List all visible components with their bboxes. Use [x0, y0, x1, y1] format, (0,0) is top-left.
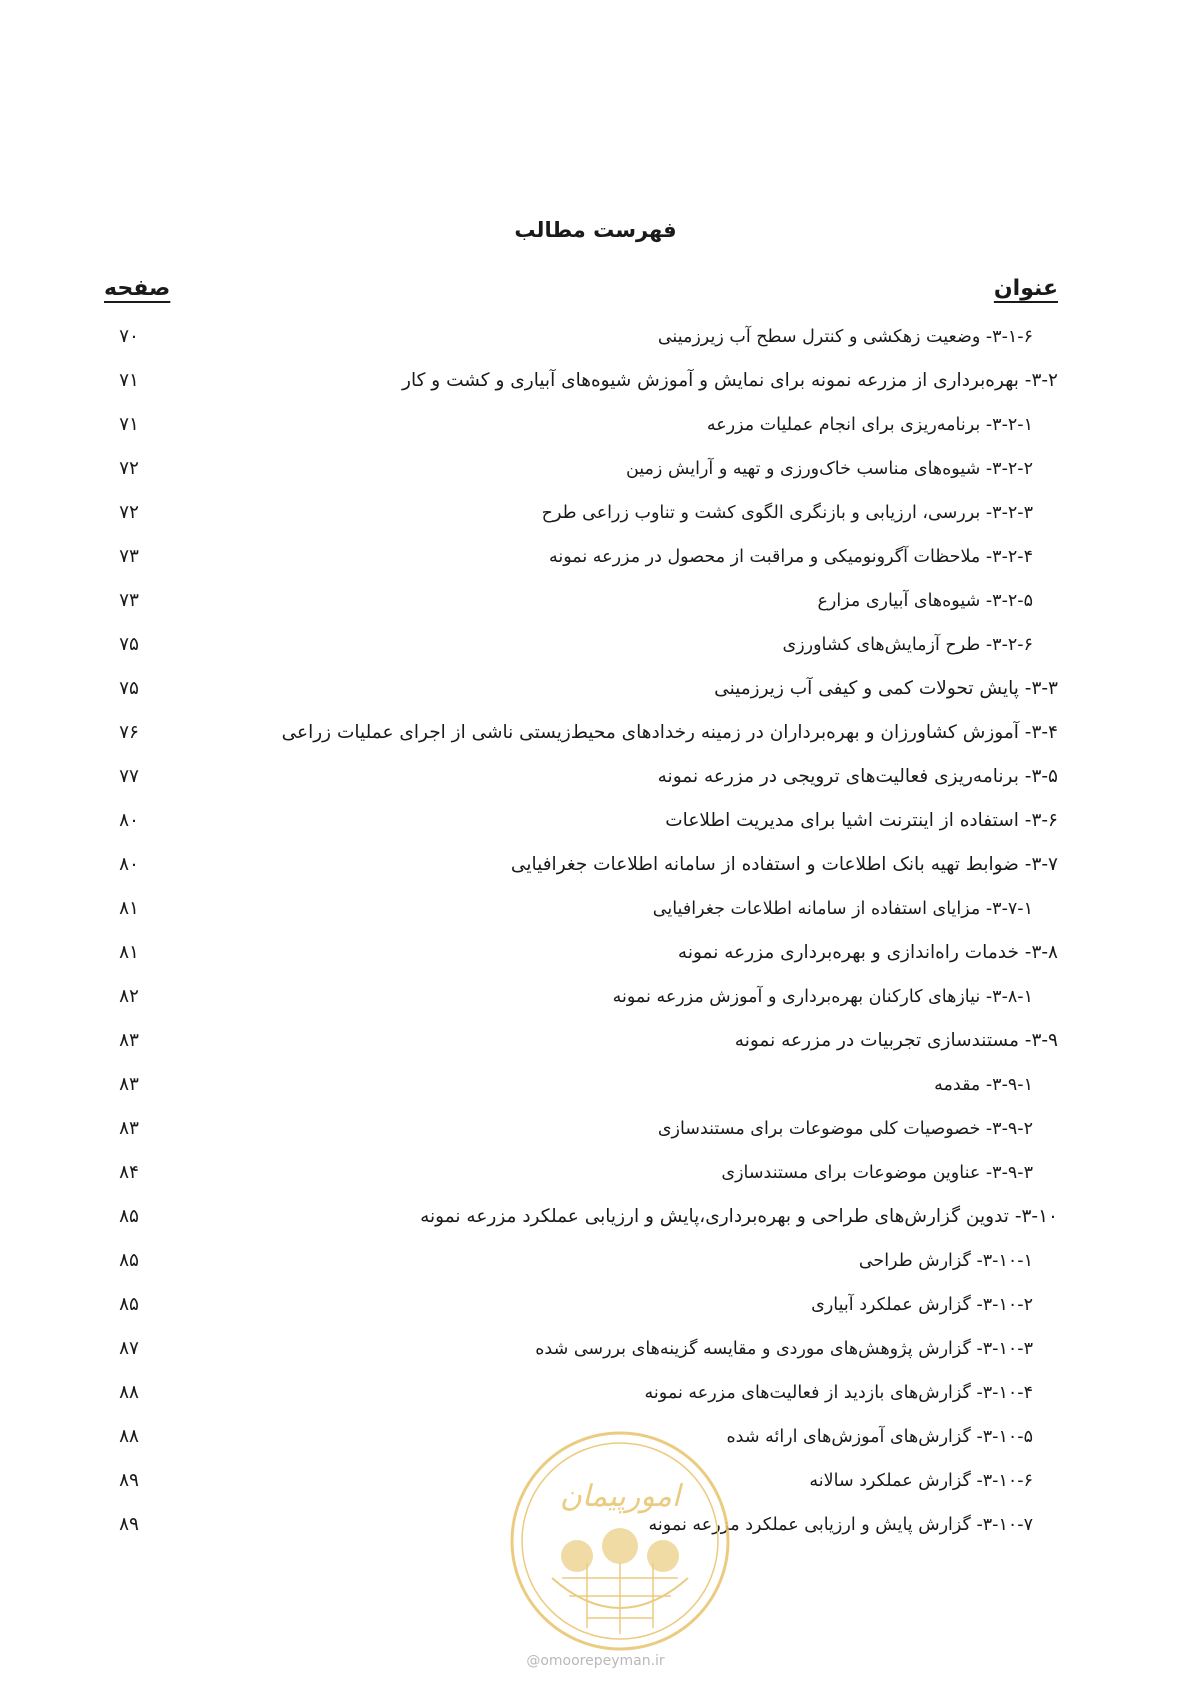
toc-entry-page-number: ۷۵: [119, 634, 139, 655]
toc-entry[interactable]: [0, 1239, 1191, 1283]
toc-entry[interactable]: [0, 1371, 1191, 1415]
toc-entry[interactable]: [0, 1195, 1191, 1239]
toc-entry[interactable]: [0, 491, 1191, 535]
toc-entry-title: ۳-۴- آموزش کشاورزان و بهره‌برداران در زمینه رخدادهای محیط‌زیستی ناشی از اجرای عملیات زراعی: [281, 722, 1058, 743]
toc-entry-page-number: ۸۹: [119, 1514, 139, 1535]
toc-entry[interactable]: [0, 579, 1191, 623]
toc-entry-title: ۳-۶- استفاده از اینترنت اشیا برای مدیریت اطلاعات: [665, 810, 1058, 831]
toc-entry[interactable]: [0, 1107, 1191, 1151]
toc-entry-page-number: ۸۸: [119, 1426, 139, 1447]
toc-entry-title: ۳-۵- برنامه‌ریزی فعالیت‌های ترویجی در مزرعه نمونه: [657, 766, 1058, 787]
table-of-contents: [0, 315, 1191, 1547]
toc-entry[interactable]: [0, 975, 1191, 1019]
toc-entry-title: ۳-۱۰-۶- گزارش عملکرد سالانه: [809, 1471, 1033, 1491]
toc-entry-title: ۳-۲-۳- بررسی، ارزیابی و بازنگری الگوی کشت و تناوب زراعی طرح: [541, 503, 1033, 523]
toc-entry-page-number: ۷۱: [119, 414, 139, 435]
toc-entry-title: ۳-۷-۱- مزایای استفاده از سامانه اطلاعات جغرافیایی: [652, 899, 1033, 919]
toc-entry-page-number: ۷۱: [119, 370, 139, 391]
toc-entry-page-number: ۷۵: [119, 678, 139, 699]
toc-entry-page-number: ۸۳: [119, 1030, 139, 1051]
toc-entry-title: ۳-۳- پایش تحولات کمی و کیفی آب زیرزمینی: [714, 678, 1058, 699]
toc-entry-title: ۳-۲-۲- شیوه‌های مناسب خاک‌ورزی و تهیه و آرایش زمین: [625, 459, 1033, 479]
toc-entry[interactable]: [0, 403, 1191, 447]
toc-entry[interactable]: [0, 667, 1191, 711]
toc-entry-page-number: ۷۳: [119, 546, 139, 567]
toc-entry-page-number: ۷۶: [119, 722, 139, 743]
toc-entry-page-number: ۸۰: [119, 854, 139, 875]
toc-entry-title: ۳-۲-۶- طرح آزمایش‌های کشاورزی: [782, 635, 1033, 655]
toc-entry[interactable]: [0, 931, 1191, 975]
toc-entry[interactable]: [0, 447, 1191, 491]
toc-entry-title: ۳-۸- خدمات راه‌اندازی و بهره‌برداری مزرعه نمونه: [677, 942, 1058, 963]
watermark-stamp-logo: [507, 1428, 733, 1654]
toc-entry-page-number: ۸۵: [119, 1250, 139, 1271]
watermark-logo-text: امورپیمان: [559, 1479, 681, 1514]
toc-entry-title: ۳-۹-۱- مقدمه: [934, 1075, 1033, 1095]
title-column-header: عنوان: [993, 276, 1058, 301]
toc-entry[interactable]: [0, 1019, 1191, 1063]
toc-entry-page-number: ۸۵: [119, 1294, 139, 1315]
page-column-header: صفحه: [104, 276, 171, 301]
toc-entry[interactable]: [0, 843, 1191, 887]
toc-entry[interactable]: [0, 1063, 1191, 1107]
toc-entry-title: ۳-۸-۱- نیازهای کارکنان بهره‌برداری و آموزش مزرعه نمونه: [612, 987, 1033, 1007]
toc-entry[interactable]: [0, 315, 1191, 359]
toc-entry-page-number: ۸۸: [119, 1382, 139, 1403]
toc-entry-page-number: ۸۱: [119, 942, 139, 963]
toc-entry[interactable]: [0, 799, 1191, 843]
toc-entry-page-number: ۷۳: [119, 590, 139, 611]
toc-entry-title: ۳-۲-۱- برنامه‌ریزی برای انجام عملیات مزرعه: [706, 415, 1033, 435]
toc-entry-page-number: ۷۰: [119, 326, 139, 347]
page-title: فهرست مطالب: [514, 218, 677, 242]
toc-entry-page-number: ۷۲: [119, 458, 139, 479]
toc-entry-page-number: ۸۳: [119, 1118, 139, 1139]
toc-entry-page-number: ۷۷: [119, 766, 139, 787]
toc-entry-title: ۳-۱۰-۲- گزارش عملکرد آبیاری: [811, 1295, 1033, 1315]
toc-entry-title: ۳-۲-۵- شیوه‌های آبیاری مزارع: [817, 591, 1033, 611]
toc-entry-page-number: ۸۵: [119, 1206, 139, 1227]
toc-entry-title: ۳-۱۰-۵- گزارش‌های آموزش‌های ارائه شده: [726, 1427, 1033, 1447]
toc-entry-page-number: ۸۱: [119, 898, 139, 919]
toc-entry[interactable]: [0, 711, 1191, 755]
watermark-url: @omoorepeyman.ir: [526, 1653, 665, 1669]
toc-entry[interactable]: [0, 623, 1191, 667]
toc-entry-title: ۳-۱۰- تدوین گزارش‌های طراحی و بهره‌برداری،پایش و ارزیابی عملکرد مزرعه نمونه: [420, 1206, 1058, 1227]
toc-entry-page-number: ۸۹: [119, 1470, 139, 1491]
toc-entry[interactable]: [0, 887, 1191, 931]
toc-entry[interactable]: [0, 359, 1191, 403]
toc-entry-title: ۳-۲-۴- ملاحظات آگرونومیکی و مراقبت از محصول در مزرعه نمونه: [548, 547, 1033, 567]
toc-entry-title: ۳-۱۰-۳- گزارش پژوهش‌های موردی و مقایسه گزینه‌های بررسی شده: [535, 1339, 1033, 1359]
toc-entry-title: ۳-۲- بهره‌برداری از مزرعه نمونه برای نمایش و آموزش شیوه‌های آبیاری و کشت و کار: [402, 370, 1058, 391]
toc-entry-title: ۳-۷- ضوابط تهیه بانک اطلاعات و استفاده از سامانه اطلاعات جغرافیایی: [510, 854, 1058, 875]
toc-entry[interactable]: [0, 755, 1191, 799]
toc-entry-page-number: ۸۰: [119, 810, 139, 831]
toc-entry-title: ۳-۹-۳- عناوین موضوعات برای مستندسازی: [721, 1163, 1033, 1183]
toc-entry-title: ۳-۹- مستندسازی تجربیات در مزرعه نمونه: [734, 1030, 1058, 1051]
toc-entry-page-number: ۷۲: [119, 502, 139, 523]
toc-entry-title: ۳-۱۰-۱- گزارش طراحی: [858, 1251, 1033, 1271]
toc-entry[interactable]: [0, 1327, 1191, 1371]
toc-entry-title: ۳-۱-۶- وضعیت زهکشی و کنترل سطح آب زیرزمینی: [657, 327, 1033, 347]
toc-entry-title: ۳-۹-۲- خصوصیات کلی موضوعات برای مستندسازی: [657, 1119, 1033, 1139]
toc-entry-page-number: ۸۴: [119, 1162, 139, 1183]
toc-entry-page-number: ۸۷: [119, 1338, 139, 1359]
toc-entry-page-number: ۸۳: [119, 1074, 139, 1095]
toc-entry[interactable]: [0, 535, 1191, 579]
toc-entry[interactable]: [0, 1151, 1191, 1195]
toc-entry[interactable]: [0, 1283, 1191, 1327]
toc-entry-title: ۳-۱۰-۷- گزارش پایش و ارزیابی عملکرد مزرعه نمونه: [648, 1515, 1033, 1535]
toc-entry-page-number: ۸۲: [119, 986, 139, 1007]
toc-entry-title: ۳-۱۰-۴- گزارش‌های بازدید از فعالیت‌های مزرعه نمونه: [644, 1383, 1033, 1403]
